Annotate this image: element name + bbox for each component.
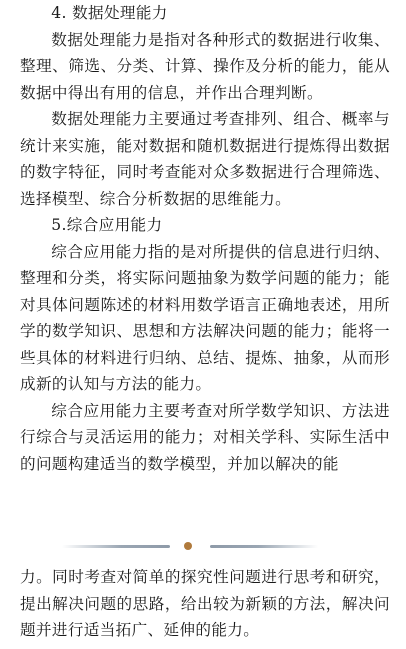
page-break-divider (0, 539, 406, 555)
section-heading-comprehensive-application: 5.综合应用能力 (51, 216, 163, 234)
paragraph-data-processing-definition: 数据处理能力是指对各种形式的数据进行收集、整理、筛选、分类、计算、操作及分析的能力，能从数据中得出有用的信息，并作出合理判断。 (20, 30, 390, 102)
divider-line-right (210, 545, 318, 548)
section-heading-data-processing: 4. 数据处理能力 (51, 4, 168, 22)
paragraph-comprehensive-application-definition: 综合应用能力指的是对所提供的信息进行归纳、整理和分类，将实际问题抽象为数学问题的能力；能对具体问题陈述的材料用数学语言正确地表述，用所学的数学知识、思想和方法解决问题的能力；能将一些具体的材料进行归纳、总结、提炼、抽象，从而形成新的认知与方法的能力。 (20, 242, 390, 393)
page-text-upper (20, 0, 390, 477)
page-text-lower (20, 564, 390, 644)
divider-line-left (62, 545, 170, 548)
paragraph-data-processing-assessment: 数据处理能力主要通过考查排列、组合、概率与统计来实施，能对数据和随机数据进行提炼得出数据的数字特征，同时考查能对众多数据进行合理筛选、选择模型、综合分析数据的思维能力。 (20, 110, 390, 208)
paragraph-comprehensive-application-assessment-part1: 综合应用能力主要考查对所学数学知识、方法进行综合与灵活运用的能力；对相关学科、实际生活中的问题构建适当的数学模型，并加以解决的能 (20, 401, 390, 473)
paragraph-comprehensive-application-assessment-part2: 力。同时考查对简单的探究性问题进行思考和研究，提出解决问题的思路，给出较为新颖的方法，解决问题并进行适当拓广、延伸的能力。 (20, 568, 390, 639)
divider-dot-icon (184, 542, 192, 550)
